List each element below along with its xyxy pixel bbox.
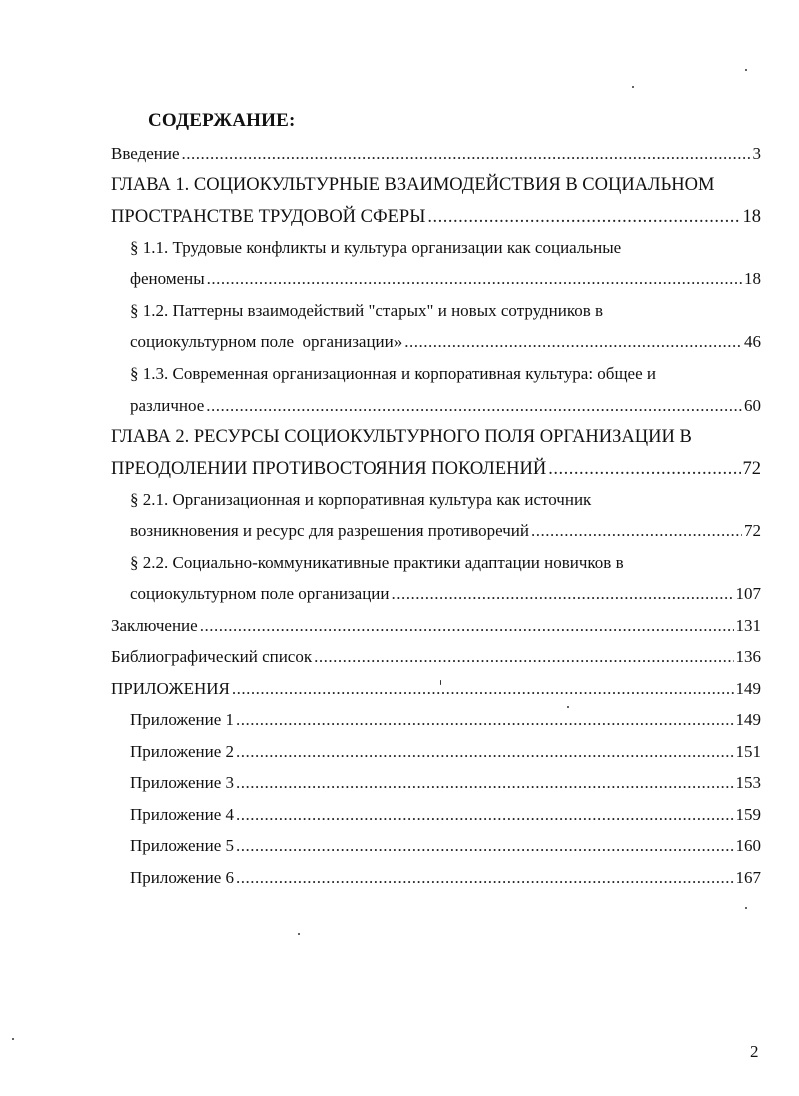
toc-entry-appendix-1[interactable]: Приложение 1 ..... 149 xyxy=(130,709,761,731)
toc-entry-appendix-5[interactable]: Приложение 5 ..... 160 xyxy=(130,835,761,857)
page-ref: 131 xyxy=(735,616,761,635)
toc-section-2-2-line1: § 2.2. Социально-коммуникативные практики адаптации новичков в xyxy=(130,553,624,572)
toc-section-2-1-line1: § 2.1. Организационная и корпоративная культура как источник xyxy=(130,490,592,509)
toc-entry-introduction[interactable]: Введение ..... 3 xyxy=(111,143,761,165)
leader-dots xyxy=(182,143,751,165)
leader-dots xyxy=(236,709,734,731)
toc-entry-bibliography[interactable]: Библиографический список ..... 136 xyxy=(111,646,761,668)
page-ref: 136 xyxy=(735,647,761,666)
toc-entry-section-2-1[interactable]: возникновения и ресурс для разрешения противоречий ..... 72 xyxy=(130,520,761,542)
toc-entry-conclusion[interactable]: Заключение ..... 131 xyxy=(111,615,761,637)
toc-section-1-3-line1: § 1.3. Современная организационная и корпоративная культура: общее и xyxy=(130,364,656,383)
toc-entry-chapter-1[interactable]: ПРОСТРАНСТВЕ ТРУДОВОЙ СФЕРЫ ..... 18 xyxy=(111,206,761,228)
page-ref: 46 xyxy=(744,332,761,351)
page-ref: 167 xyxy=(735,868,761,887)
toc-section-1-2-line1: § 1.2. Паттерны взаимодействий "старых" и новых сотрудников в xyxy=(130,301,604,320)
page-ref: 160 xyxy=(735,836,761,855)
toc-entry-section-1-3[interactable]: различное ..... 60 xyxy=(130,395,761,417)
leader-dots xyxy=(531,520,742,542)
page-ref: 60 xyxy=(744,396,761,415)
leader-dots xyxy=(232,678,734,700)
toc-entry-chapter-2[interactable]: ПРЕОДОЛЕНИИ ПРОТИВОСТОЯНИЯ ПОКОЛЕНИЙ ..... 72 xyxy=(111,458,761,480)
leader-dots xyxy=(206,395,742,417)
toc-entry-appendices[interactable]: ПРИЛОЖЕНИЯ ..... 149 xyxy=(111,678,761,700)
page-ref: 72 xyxy=(742,459,761,479)
page-ref: 149 xyxy=(735,710,761,729)
page-ref: 3 xyxy=(752,144,761,163)
page-number: 2 xyxy=(750,1042,759,1061)
scan-speck xyxy=(298,933,300,935)
scan-speck xyxy=(440,680,441,685)
leader-dots xyxy=(200,615,734,637)
toc-entry-section-1-1[interactable]: феномены ..... 18 xyxy=(130,268,761,290)
scan-speck xyxy=(632,86,634,88)
leader-dots xyxy=(314,646,733,668)
page-ref: 151 xyxy=(735,742,761,761)
leader-dots xyxy=(404,331,742,353)
leader-dots xyxy=(548,458,740,480)
toc-chapter-1-line1: ГЛАВА 1. СОЦИОКУЛЬТУРНЫЕ ВЗАИМОДЕЙСТВИЯ В СОЦИАЛЬНОМ xyxy=(111,175,715,195)
page-ref: 107 xyxy=(735,584,761,603)
leader-dots xyxy=(427,206,740,228)
leader-dots xyxy=(207,268,742,290)
page-ref: 153 xyxy=(735,773,761,792)
page-ref: 72 xyxy=(744,521,761,540)
toc-section-1-1-line1: § 1.1. Трудовые конфликты и культура организации как социальные xyxy=(130,238,622,257)
leader-dots xyxy=(236,835,734,857)
toc-entry-section-2-2[interactable]: социокультурном поле организации ..... 107 xyxy=(130,583,761,605)
page-ref: 18 xyxy=(742,207,761,227)
leader-dots xyxy=(392,583,734,605)
toc-entry-appendix-2[interactable]: Приложение 2 ..... 151 xyxy=(130,741,761,763)
leader-dots xyxy=(236,741,734,763)
leader-dots xyxy=(236,772,734,794)
page-ref: 159 xyxy=(735,805,761,824)
leader-dots xyxy=(236,804,734,826)
scan-speck xyxy=(745,907,747,909)
toc-entry-appendix-4[interactable]: Приложение 4 ..... 159 xyxy=(130,804,761,826)
scan-speck xyxy=(567,706,569,708)
page-title: СОДЕРЖАНИЕ: xyxy=(148,110,296,131)
toc-entry-appendix-6[interactable]: Приложение 6 ..... 167 xyxy=(130,867,761,889)
page-ref: 18 xyxy=(744,269,761,288)
leader-dots xyxy=(236,867,734,889)
scan-speck xyxy=(745,69,747,71)
page-ref: 149 xyxy=(735,679,761,698)
toc-entry-section-1-2[interactable]: социокультурном поле организации» ..... 46 xyxy=(130,331,761,353)
toc-entry-appendix-3[interactable]: Приложение 3 ..... 153 xyxy=(130,772,761,794)
scan-speck xyxy=(12,1038,14,1040)
toc-chapter-2-line1: ГЛАВА 2. РЕСУРСЫ СОЦИОКУЛЬТУРНОГО ПОЛЯ ОРГАНИЗАЦИИ В xyxy=(111,427,692,447)
